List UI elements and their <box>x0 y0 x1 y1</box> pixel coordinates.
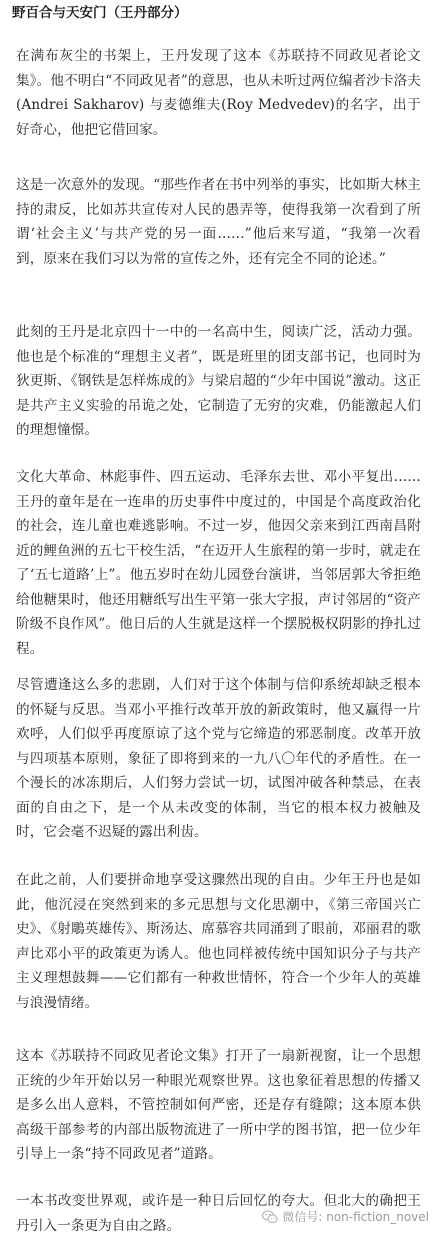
paragraph: 尽管遭逢这么多的悲剧，人们对于这个体制与信仰系统却缺乏根本的怀疑与反思。当邓小平推行改革开放的新政策时，他又赢得一片欢呼，人们似乎再度原谅了这个党与它缔造的邪恶制度。改革开放与四项基本原则，象征了即将到来的一九八〇年代的矛盾性。在一个漫长的冰冻期后，人们努力尝试一切，试图冲破各种禁忌，在表面的自由之下，是一个从未改变的体制，当它的根本权力被触及时，它会毫不迟疑的露出利齿。 <box>16 677 421 840</box>
paragraph: 这本《苏联持不同政见者论文集》打开了一扇新视窗，让一个思想正统的少年开始以另一种眼光观察世界。这也象征着思想的传播又是多么出人意料，不管控制如何严密，还是存有缝隙；这本原本供高级干部参考的内部出版物流进了一所中学的图书馆，把一位少年引导上一条“持不同政见者”道路。 <box>16 1048 421 1162</box>
watermark <box>262 1208 429 1225</box>
paragraph: 此刻的王丹是北京四十一中的一名高中生，阅读广泛，活动力强。他也是个标准的“理想主义者”，既是班里的团支部书记，也同时为狄更斯、《钢铁是怎样炼成的》与梁启超的“少年中国说”激动。这正是共产主义实验的吊诡之处，它制造了无穷的灾难，仍能激起人们的理想憧憬。 <box>16 324 421 438</box>
watermark-text: 微信号: non-fiction_novel <box>282 1210 429 1224</box>
paragraph: 在满布灰尘的书架上，王丹发现了这本《苏联持不同政见者论文集》。他不明白“不同政见者”的意思，也从未听过两位编者沙卡洛夫(Andrei Sakharov) 与麦德维夫(Roy Medvedev)的名字，出于好奇心，他把它借回家。 <box>16 48 421 138</box>
paragraph: 在此之前，人们要拼命地享受这骤然出现的自由。少年王丹也是如此，他沉浸在突然到来的多元思想与文化思潮中，《第三帝国兴亡史》、《射鵰英雄传》、斯汤达、席慕容共同涌到了眼前，邓丽君的歌声比邓小平的政策更为诱人。他也同样被传统中国知识分子与共产主义理想鼓舞——它们都有一种救世情怀，符合一个少年人的英雄与浪漫情绪。 <box>16 872 421 1011</box>
paragraph: 这是一次意外的发现。“那些作者在书中列举的事实，比如斯大林主持的肃反，比如苏共宣传对人民的愚弄等，使得我第一次看到了所谓‘社会主义’与共产党的另一面……”他后来写道，“我第一次看到，原来在我们习以为常的宣传之外，还有完全不同的论述。” <box>16 177 421 267</box>
paragraph: 文化大革命、林彪事件、四五运动、毛泽东去世、邓小平复出……王丹的童年是在一连串的历史事件中度过的，中国是个高度政治化的社会，连儿童也难逃影响。不过一岁，他因父亲来到江西南昌附近的鲤鱼洲的五七干校生活，“在迈开人生旅程的第一步时，就走在了‘五七道路’上”。他五岁时在幼儿园登台演讲，当邻居郭大爷拒绝给他糖果时，他还用糖纸写出生平第一张大字报，声讨邻居的“资产阶级不良作风”。他日后的人生就是这样一个摆脱极权阴影的挣扎过程。 <box>16 469 421 657</box>
paragraph: 一本书改变世界观，或许是一种日后回忆的夸大。但北大的确把王丹引入一条更为自由之路。 <box>16 1193 421 1234</box>
article-title: 野百合与天安门（王丹部分） <box>12 5 188 21</box>
wechat-icon <box>262 1210 278 1224</box>
